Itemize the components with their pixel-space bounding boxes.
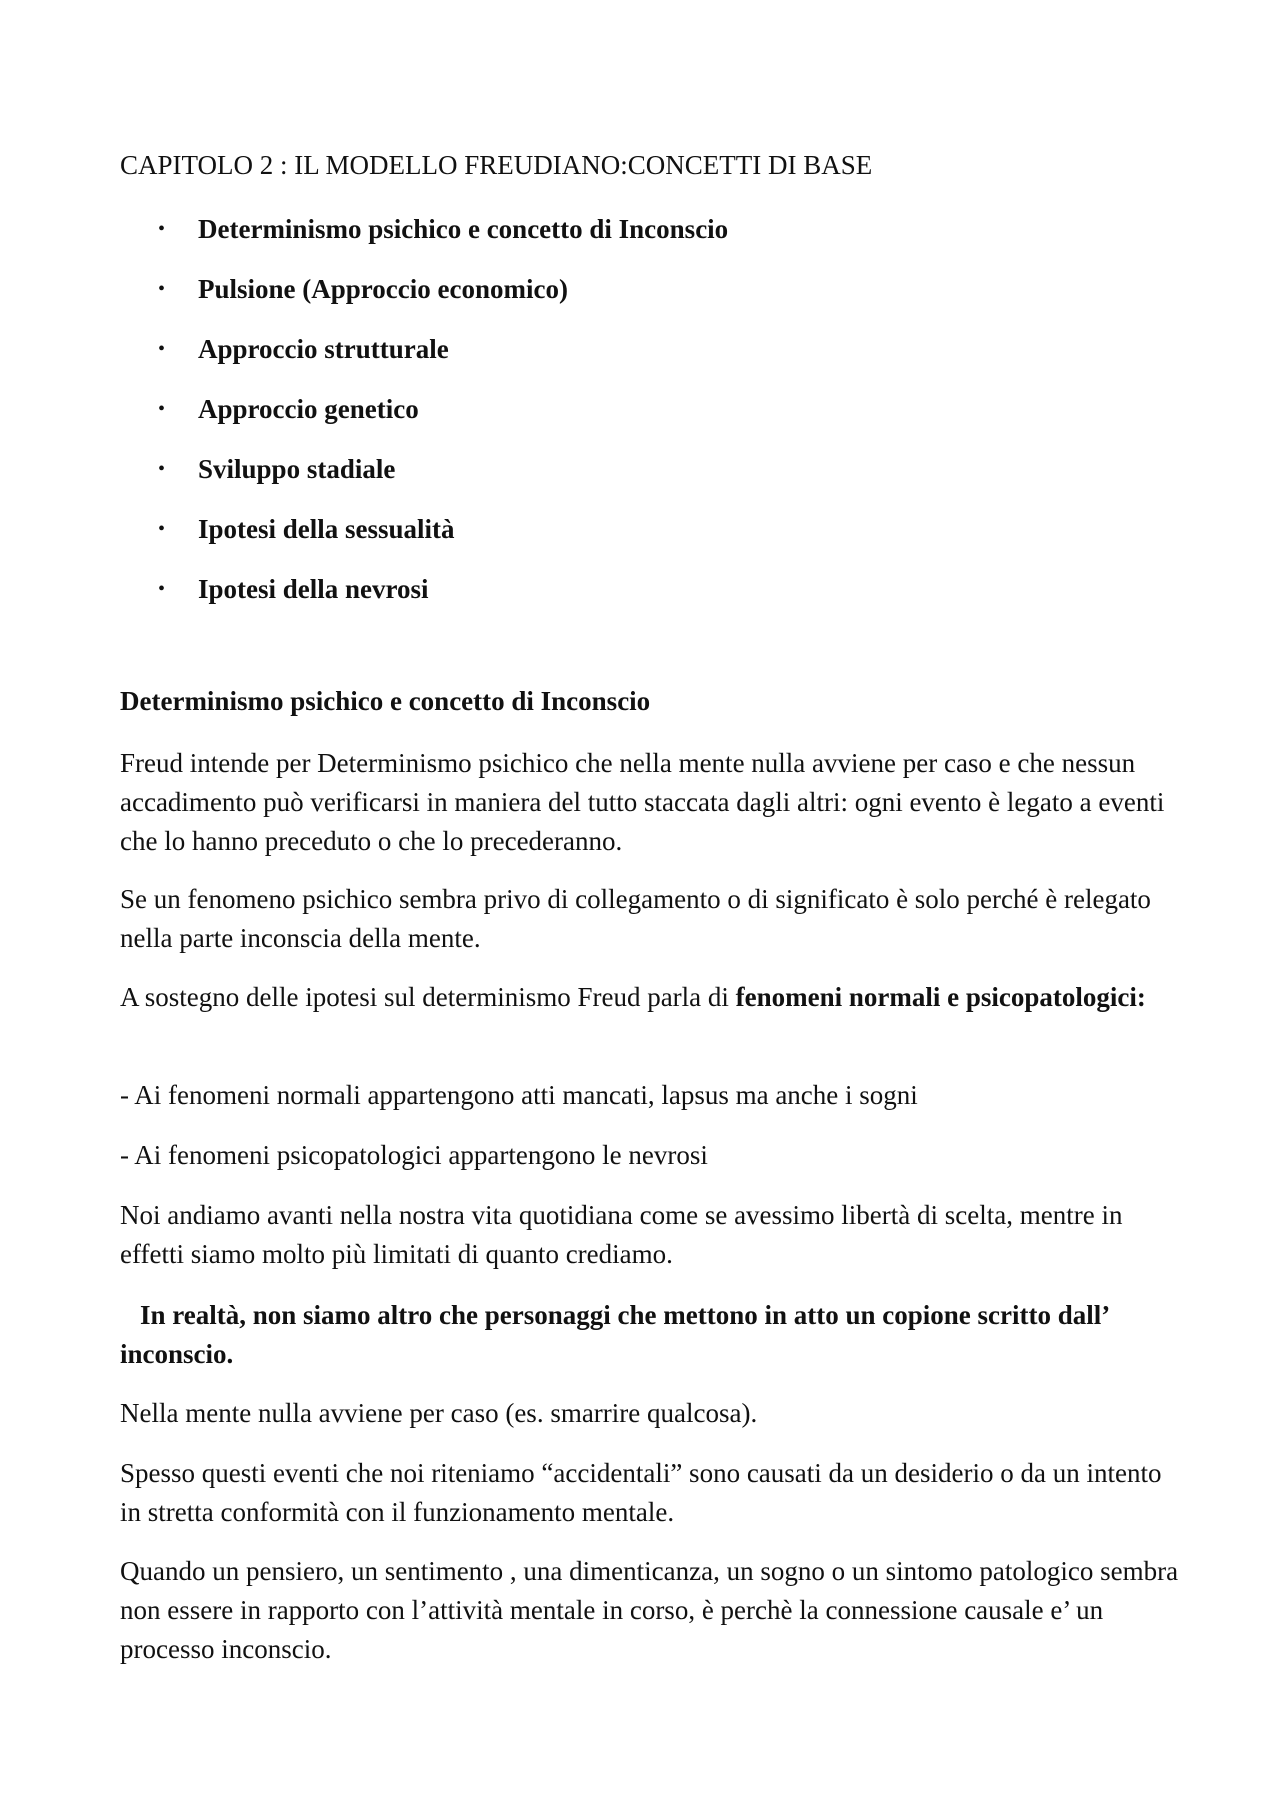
- list-item-label: Approccio genetico: [198, 394, 419, 424]
- list-item-label: Sviluppo stadiale: [198, 454, 396, 484]
- paragraph-phenomena-intro: [120, 978, 1180, 1017]
- bullet-icon: •: [158, 398, 166, 420]
- list-item-label: Pulsione (Approccio economico): [198, 274, 568, 304]
- paragraph-phenomena-intro-text: A sostegno delle ipotesi sul determinismo Freud parla di: [120, 982, 736, 1012]
- paragraph-phenomena-intro-bold: fenomeni normali e psicopatologici:: [735, 982, 1146, 1012]
- bullet-icon: •: [158, 518, 166, 540]
- paragraph-psychopathological-phenomena: - Ai fenomeni psicopatologici appartengono le nevrosi: [120, 1140, 708, 1170]
- list-item-label: Determinismo psichico e concetto di Inconscio: [198, 214, 729, 244]
- list-item-label: Ipotesi della sessualità: [198, 514, 455, 544]
- bullet-icon: •: [158, 578, 166, 600]
- list-item-label: Approccio strutturale: [198, 334, 449, 364]
- bullet-icon: •: [158, 458, 166, 480]
- bullet-icon: •: [158, 278, 166, 300]
- chapter-title: CAPITOLO 2 : IL MODELLO FREUDIANO:CONCETTI DI BASE: [120, 150, 873, 180]
- list-item-label: Ipotesi della nevrosi: [198, 574, 429, 604]
- paragraph-unconscious-relegation: Se un fenomeno psichico sembra privo di collegamento o di significato è solo perché è relegato nella parte inconscia della mente.: [120, 884, 1151, 953]
- paragraph-normal-phenomena: - Ai fenomeni normali appartengono atti mancati, lapsus ma anche i sogni: [120, 1080, 918, 1110]
- paragraph-unconscious-script: In realtà, non siamo altro che personaggi che mettono in atto un copione scritto dall’ inconscio.: [120, 1300, 1109, 1369]
- paragraph-determinism-definition: Freud intende per Determinismo psichico che nella mente nulla avviene per caso e che nessun accadimento può verificarsi in maniera del tutto staccata dagli altri: ogni evento è legato a eventi che lo hanno preceduto o che lo precederanno.: [120, 748, 1165, 856]
- paragraph-accidental-events: Spesso questi eventi che noi riteniamo “accidentali” sono causati da un desiderio o da un intento in stretta conformità con il funzionamento mentale.: [120, 1458, 1162, 1527]
- paragraph-nothing-by-chance: Nella mente nulla avviene per caso (es. smarrire qualcosa).: [120, 1398, 758, 1428]
- section-heading: Determinismo psichico e concetto di Inconscio: [120, 686, 651, 716]
- bullet-icon: •: [158, 338, 166, 360]
- paragraph-freedom-of-choice: Noi andiamo avanti nella nostra vita quotidiana come se avessimo libertà di scelta, mentre in effetti siamo molto più limitati di quanto crediamo.: [120, 1200, 1123, 1269]
- bullet-icon: •: [158, 218, 166, 240]
- paragraph-causal-connection: Quando un pensiero, un sentimento , una dimenticanza, un sogno o un sintomo patologico sembra non essere in rapporto con l’attività mentale in corso, è perchè la connessione causale e’ un processo inconscio.: [120, 1556, 1179, 1664]
